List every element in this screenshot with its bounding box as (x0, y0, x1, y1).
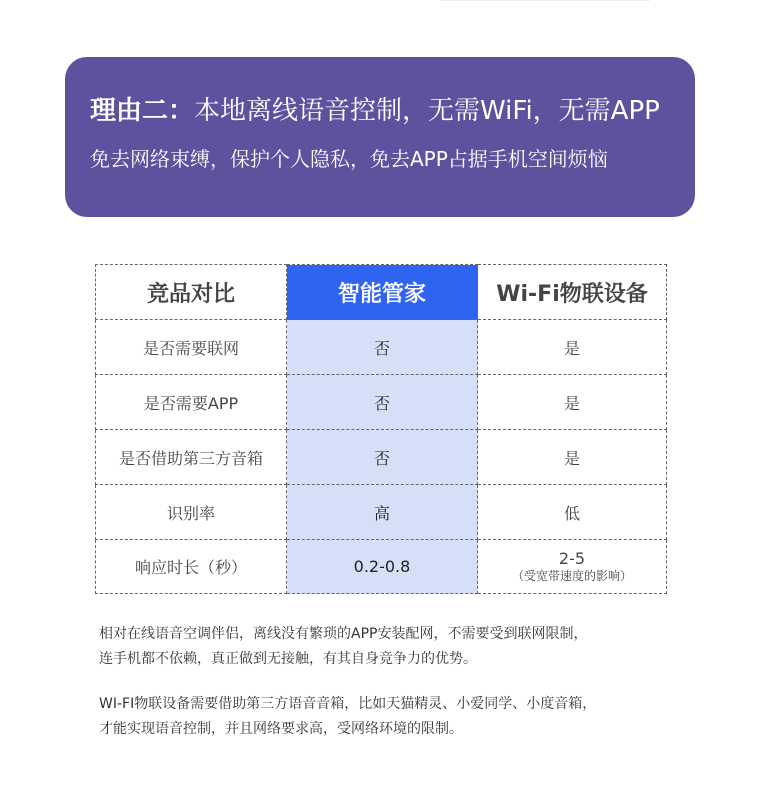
table-row (96, 540, 667, 594)
paragraph-line: 连手机都不依赖，真正做到无接触，有其自身竞争力的优势。 (99, 651, 477, 667)
paragraph-line: WI-FI物联设备需要借助第三方语音音箱，比如天猫精灵、小爱同学、小度音箱， (99, 696, 597, 712)
banner-title-text: 本地离线语音控制，无需WiFi，无需APP (194, 96, 660, 126)
wifi-device-cell: 是 (478, 320, 667, 375)
smart-butler-cell: 否 (287, 375, 478, 430)
feature-cell: 识别率 (96, 485, 287, 540)
feature-cell: 响应时长（秒） (96, 540, 287, 594)
paragraph-line: 才能实现语音控制，并且网络要求高，受网络环境的限制。 (99, 721, 463, 737)
header-smart-butler: 智能管家 (287, 265, 478, 320)
smart-butler-cell: 否 (287, 320, 478, 375)
banner-subtitle: 免去网络束缚，保护个人隐私，免去APP占据手机空间烦恼 (90, 147, 608, 171)
smart-butler-cell: 0.2-0.8 (287, 540, 478, 594)
banner-title-label: 理由二： (90, 96, 195, 126)
table-row (96, 485, 667, 540)
feature-cell: 是否需要联网 (96, 320, 287, 375)
comparison-table (95, 264, 667, 594)
smart-butler-cell: 高 (287, 485, 478, 540)
description-paragraph (99, 622, 679, 672)
banner-title (90, 93, 660, 129)
smart-butler-cell: 否 (287, 430, 478, 485)
top-divider (440, 0, 650, 1)
wifi-device-cell: 是 (478, 375, 667, 430)
paragraph-line: 相对在线语音空调伴侣，离线没有繁琐的APP安装配网，不需要受到联网限制， (99, 626, 588, 642)
table-header-row (96, 265, 667, 320)
wifi-response-note: （受宽带速度的影响） (511, 568, 632, 583)
description-paragraph (99, 692, 679, 742)
table-row (96, 430, 667, 485)
feature-cell: 是否借助第三方音箱 (96, 430, 287, 485)
header-wifi-device: Wi-Fi物联设备 (478, 265, 667, 320)
wifi-device-cell: 低 (478, 485, 667, 540)
table-row (96, 320, 667, 375)
feature-cell: 是否需要APP (96, 375, 287, 430)
reason-banner (65, 57, 695, 217)
table-row (96, 375, 667, 430)
header-comparison: 竞品对比 (96, 265, 287, 320)
wifi-device-cell: 是 (478, 430, 667, 485)
wifi-response-value: 2-5 (558, 548, 586, 568)
wifi-device-cell (478, 540, 667, 594)
